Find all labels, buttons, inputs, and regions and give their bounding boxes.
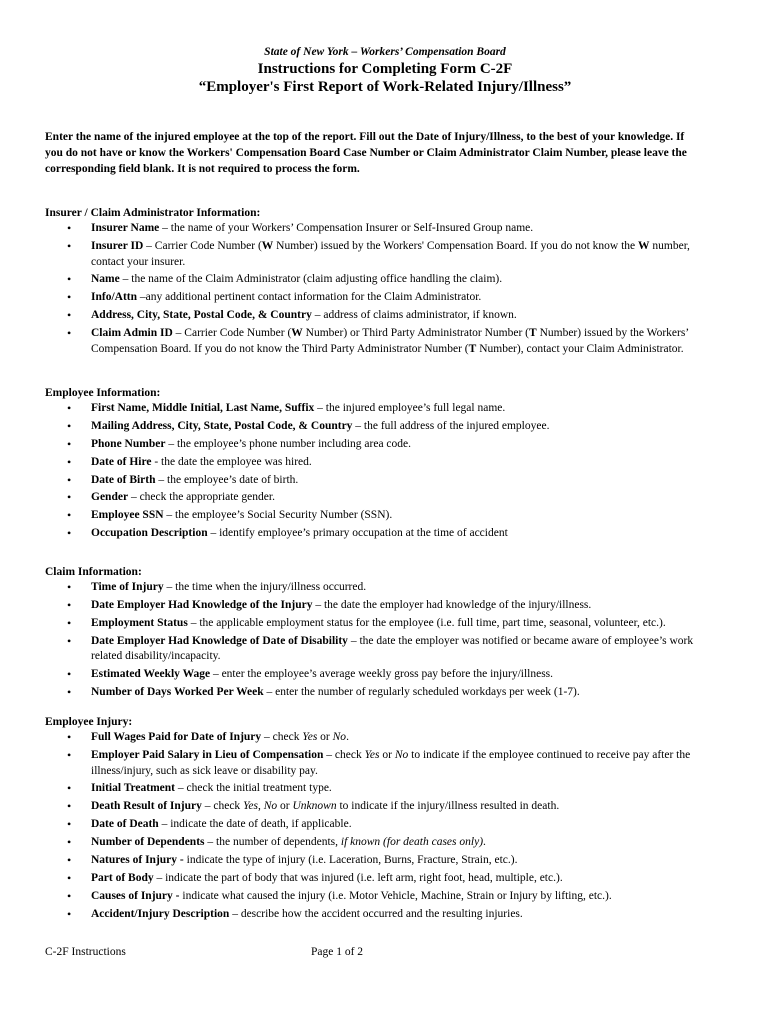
page-number: Page 1 of 2 bbox=[311, 946, 364, 958]
list-item: • First Name, Middle Initial, Last Name, Suffix – the injured employee’s full legal name. bbox=[45, 401, 725, 417]
list-item: • Number of Days Worked Per Week – enter the number of regularly scheduled workdays per week (1-7). bbox=[45, 685, 725, 701]
list-item: • Employee SSN – the employee’s Social Security Number (SSN). bbox=[45, 508, 725, 524]
bullet-list bbox=[45, 221, 725, 358]
list-item: • Time of Injury – the time when the injury/illness occurred. bbox=[45, 580, 725, 596]
list-item: • Date of Birth – the employee’s date of birth. bbox=[45, 473, 725, 489]
list-item: • Death Result of Injury – check Yes, No or Unknown to indicate if the injury/illness resulted in death. bbox=[45, 799, 725, 815]
list-item: • Date of Hire - the date the employee was hired. bbox=[45, 455, 725, 471]
intro-paragraph: Enter the name of the injured employee at the top of the report. Fill out the Date of Injury/Illness, to the best of your knowledge. If you do not have or know the Workers' Compensation Board Case Number or Claim Administrator Claim Number, please leave the corresponding field blank. It is not required to process the form. bbox=[45, 131, 687, 175]
bullet-list bbox=[45, 580, 725, 701]
list-item: • Natures of Injury - indicate the type of injury (i.e. Laceration, Burns, Fracture, Strain, etc.). bbox=[45, 853, 725, 869]
list-item: • Date of Death – indicate the date of death, if applicable. bbox=[45, 817, 725, 833]
list-item: • Insurer ID – Carrier Code Number (W Number) issued by the Workers' Compensation Board. If you do not know the W number, contact your insurer. bbox=[45, 239, 725, 270]
insurer-section bbox=[45, 205, 725, 360]
list-item: • Name – the name of the Claim Administrator (claim adjusting office handling the claim). bbox=[45, 272, 725, 288]
list-item: • Occupation Description – identify employee’s primary occupation at the time of accident bbox=[45, 526, 725, 542]
list-item: • Part of Body – indicate the part of body that was injured (i.e. left arm, right foot, head, multiple, etc.). bbox=[45, 871, 725, 887]
section-heading: Claim Information: bbox=[45, 566, 142, 578]
list-item: • Causes of Injury - indicate what caused the injury (i.e. Motor Vehicle, Machine, Strain or Injury by lifting, etc.). bbox=[45, 889, 725, 905]
list-item: • Full Wages Paid for Date of Injury – check Yes or No. bbox=[45, 730, 725, 746]
list-item: • Initial Treatment – check the initial treatment type. bbox=[45, 781, 725, 797]
injury-section bbox=[45, 714, 725, 925]
list-item: • Date Employer Had Knowledge of the Injury – the date the employer had knowledge of the injury/illness. bbox=[45, 598, 725, 614]
bullet-list bbox=[45, 401, 725, 542]
claim-section bbox=[45, 564, 725, 703]
list-item: • Date Employer Had Knowledge of Date of Disability – the date the employer was notified or became aware of employee’s work related disability/incapacity. bbox=[45, 634, 725, 665]
list-item: • Info/Attn –any additional pertinent contact information for the Claim Administrator. bbox=[45, 290, 725, 306]
list-item: • Gender – check the appropriate gender. bbox=[45, 490, 725, 506]
agency-name: State of New York – Workers’ Compensation Board bbox=[264, 46, 506, 58]
list-item: • Estimated Weekly Wage – enter the employee’s average weekly gross pay before the injury/illness. bbox=[45, 667, 725, 683]
section-heading: Employee Information: bbox=[45, 387, 161, 399]
list-item: • Employer Paid Salary in Lieu of Compensation – check Yes or No to indicate if the employee continued to receive pay after the illness/injury, such as sick leave or disability pay. bbox=[45, 748, 725, 779]
section-heading: Employee Injury: bbox=[45, 716, 133, 728]
list-item: • Claim Admin ID – Carrier Code Number (W Number) or Third Party Administrator Number (T Number) issued by the Workers’ Compensation Board. If you do not know the Third Party Administrator Number (T Number), contact your Claim Administrator. bbox=[45, 326, 725, 357]
page-title: Instructions for Completing Form C-2F bbox=[257, 61, 513, 77]
list-item: • Phone Number – the employee’s phone number including area code. bbox=[45, 437, 725, 453]
list-item: • Number of Dependents – the number of dependents, if known (for death cases only). bbox=[45, 835, 725, 851]
footer-form-name: C-2F Instructions bbox=[45, 946, 126, 958]
bullet-list bbox=[45, 730, 725, 922]
form-subtitle: “Employer's First Report of Work-Related Injury/Illness” bbox=[198, 79, 572, 95]
list-item: • Accident/Injury Description – describe how the accident occurred and the resulting injuries. bbox=[45, 907, 725, 923]
list-item: • Employment Status – the applicable employment status for the employee (i.e. full time, part time, seasonal, volunteer, etc.). bbox=[45, 616, 725, 632]
list-item: • Mailing Address, City, State, Postal Code, & Country – the full address of the injured employee. bbox=[45, 419, 725, 435]
list-item: • Address, City, State, Postal Code, & Country – address of claims administrator, if known. bbox=[45, 308, 725, 324]
list-item: • Insurer Name – the name of your Workers’ Compensation Insurer or Self-Insured Group name. bbox=[45, 221, 725, 237]
section-heading: Insurer / Claim Administrator Information: bbox=[45, 207, 261, 219]
employee-section bbox=[45, 385, 725, 544]
